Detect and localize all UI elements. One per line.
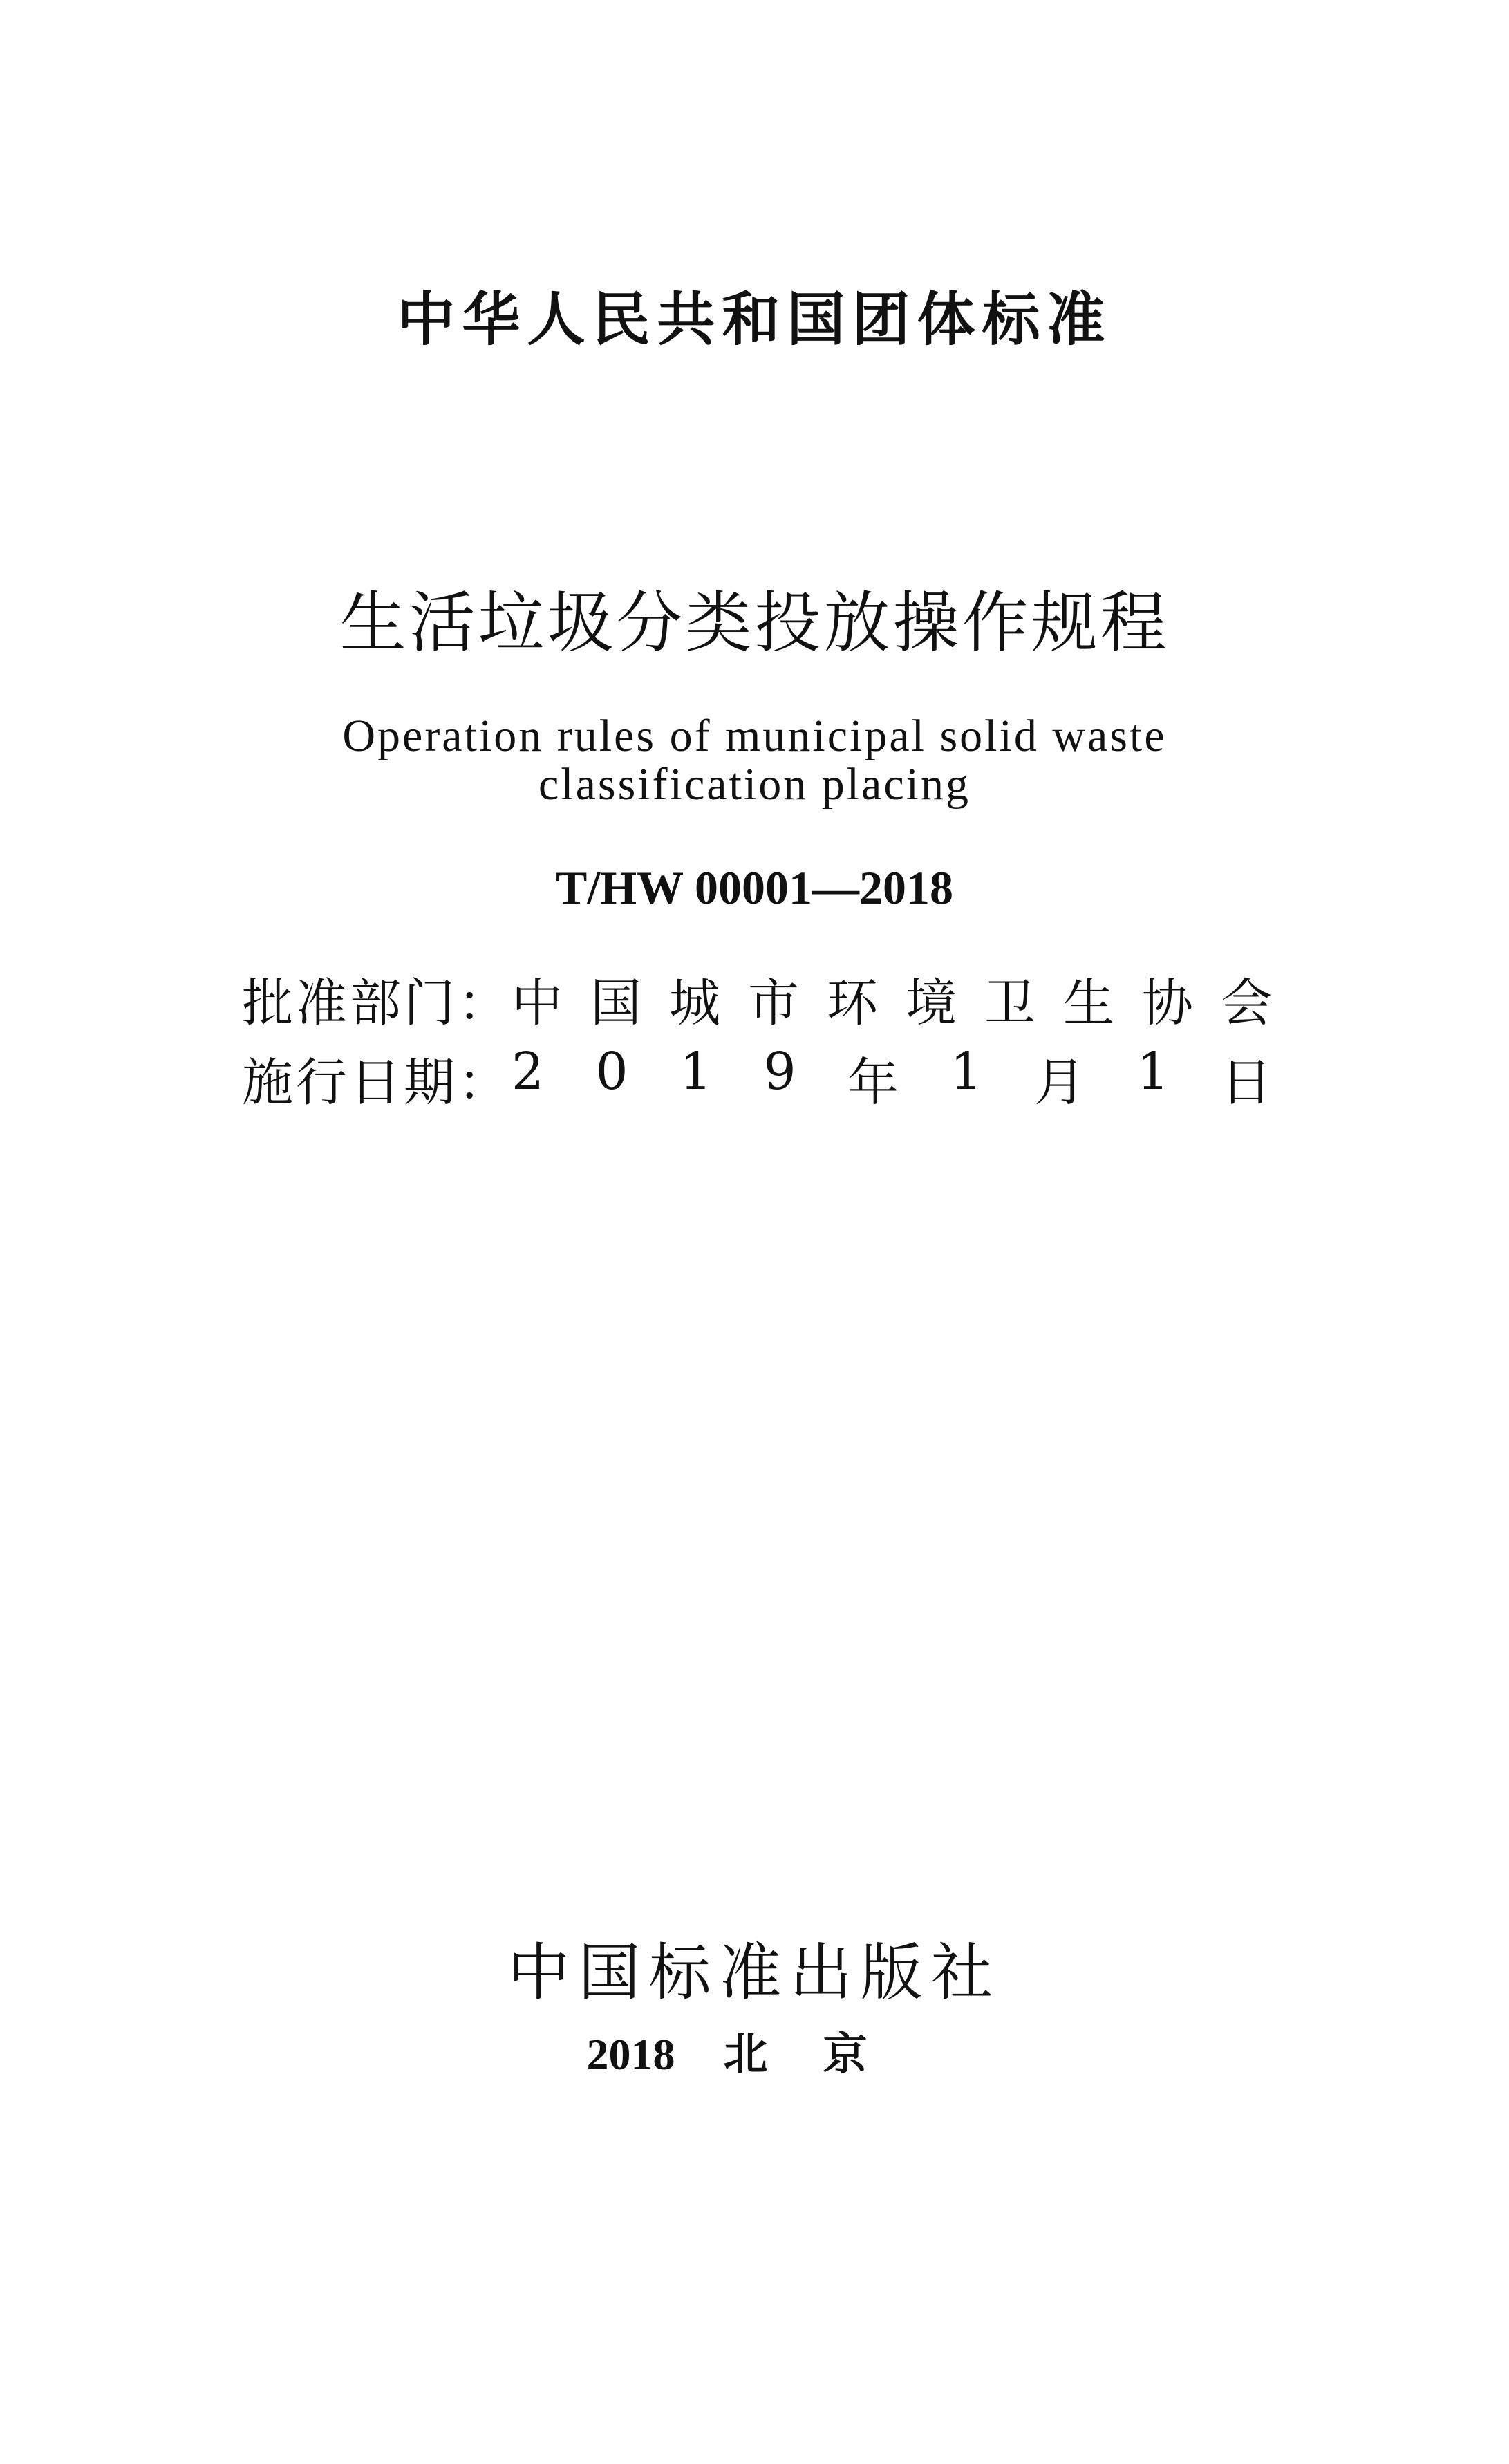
effective-char: 1 [1136,1042,1170,1101]
effective-char: 年 [847,1053,899,1112]
effective-char: 9 [763,1042,796,1101]
approval-char: 卫 [984,973,1035,1033]
approval-char: 境 [906,973,957,1033]
title-english-line-2: classification placing [538,759,971,810]
approval-char: 中 [512,973,563,1033]
effective-label: 施行日期： [242,1053,512,1112]
publisher-name: 中国标准出版社 [507,1936,1002,2009]
approval-char: 协 [1142,973,1193,1033]
effective-date-row [242,1044,1272,1113]
approval-label: 批准部门： [242,973,512,1033]
title-english-line-1: Operation rules of municipal solid waste [342,711,1167,761]
approval-char: 生 [1063,973,1114,1033]
approval-char: 市 [748,973,799,1033]
approval-char: 国 [590,973,641,1033]
approval-department-row [242,964,1272,1034]
effective-char: 日 [1220,1053,1272,1112]
publication-city: 北京 [723,2029,923,2080]
publication-line [0,2019,1509,2082]
effective-char: 月 [1034,1053,1085,1112]
effective-value [512,1042,1272,1115]
title-chinese: 生活垃圾分类投放操作规程 [339,584,1170,662]
standard-code: T/HW 00001—2018 [556,861,953,914]
publication-year: 2018 [586,2030,675,2079]
approval-char: 环 [827,973,878,1033]
effective-char: 0 [595,1042,628,1101]
approval-char: 城 [669,973,720,1033]
approval-char: 会 [1221,973,1272,1033]
standard-category: 中华人民共和国团体标准 [397,286,1112,353]
approval-value [512,962,1272,1036]
effective-char: 1 [679,1042,713,1101]
effective-char: 2 [512,1042,545,1101]
effective-char: 1 [950,1042,983,1101]
